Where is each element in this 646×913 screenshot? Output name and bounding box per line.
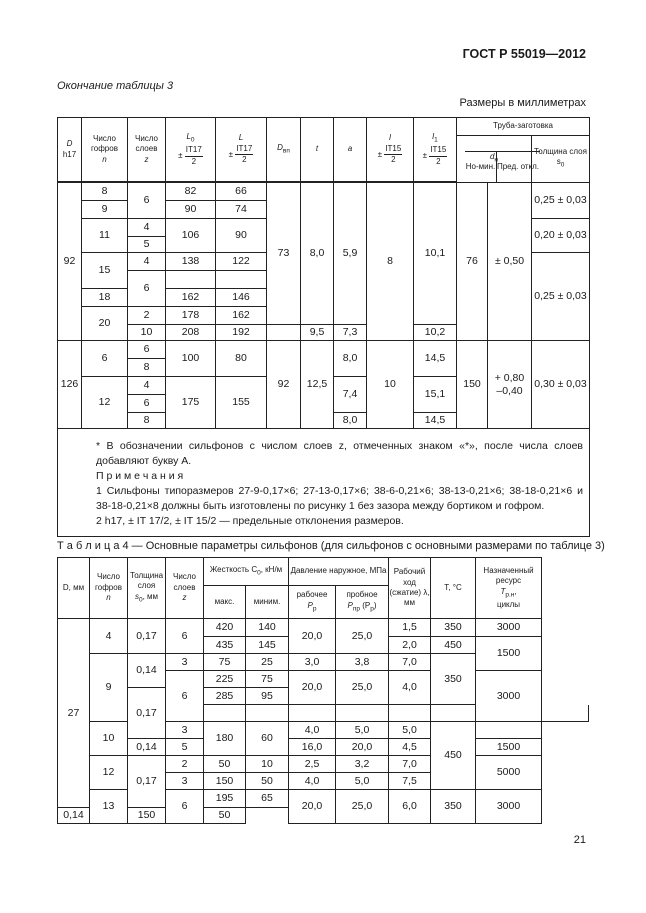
t3-cell: 0,30 ± 0,03	[532, 341, 590, 429]
t4-cell: 20,0	[289, 619, 336, 654]
t3-cell: 8,0	[301, 183, 334, 325]
t4-cell: 13	[90, 790, 128, 824]
t3-cell: 4	[128, 253, 166, 271]
t4-d27: 27	[58, 619, 90, 808]
t3-cell: 7,4	[334, 377, 367, 413]
t3-tube-subhead	[465, 151, 540, 181]
t4-cell: 16,0	[289, 739, 336, 756]
t3-cell: 73	[267, 183, 301, 325]
t4-cell: 150	[204, 773, 246, 790]
t4-cell: 0,14	[128, 739, 166, 756]
t3-head-pred: Пред. откл.	[496, 151, 540, 182]
t3-cell: 178	[166, 307, 216, 325]
t3-cell: 66	[216, 183, 267, 201]
table3-body	[57, 182, 590, 537]
t4-cell: 5	[166, 739, 204, 756]
t4-head-thick: Толщина слоя $s_0$, мм	[128, 558, 166, 619]
t3-cell: 90	[166, 201, 216, 219]
t4-cell: 1500	[476, 739, 542, 756]
t3-head-thick: Толщина слоя $s_0$	[532, 136, 590, 183]
t4-head-work: рабочее $P_р$	[289, 586, 336, 619]
t4-cell: 4,0	[289, 722, 336, 739]
t4-head-layers: Число слоев z	[166, 558, 204, 619]
t4-cell: 3,0	[289, 654, 336, 671]
t3-cell: 10,2	[414, 325, 457, 341]
t4-cell: 4,0	[289, 773, 336, 790]
t4-cell: 50	[204, 808, 246, 824]
t3-d126: 126	[58, 341, 82, 429]
t3-cell: 8	[367, 183, 414, 341]
t4-head-gofr: Число гофров n	[90, 558, 128, 619]
t4-cell: 20,0	[336, 739, 389, 756]
t3-cell: 8,0	[334, 413, 367, 429]
t3-head-t: t	[301, 118, 334, 182]
t3-cell: 162	[166, 289, 216, 307]
t4-cell: 65	[246, 790, 289, 808]
t4-cell: 435	[204, 637, 246, 654]
t4-cell: 25,0	[336, 619, 389, 654]
t4-cell: 75	[246, 671, 289, 688]
t3-cell: 82	[166, 183, 216, 201]
t4-cell: 7,0	[389, 756, 431, 773]
t3-cell: 6	[128, 395, 166, 413]
t3-cell: 6	[128, 183, 166, 219]
t4-cell: 6	[166, 671, 204, 722]
t3-cell: 150	[457, 341, 488, 429]
t3-cell: 122	[216, 253, 267, 271]
t3-cell: 9	[82, 201, 128, 219]
t3-cell: 4	[128, 219, 166, 237]
document-code: ГОСТ Р 55019—2012	[462, 47, 586, 61]
t4-cell: 4,0	[389, 671, 431, 705]
t4-cell: 450	[431, 722, 476, 790]
table4	[57, 557, 589, 824]
t4-head-stiff: Жесткость $C_0$, кН/м	[204, 558, 289, 586]
t3-cell: 15	[82, 253, 128, 289]
t3-cell: 8	[82, 183, 128, 201]
note-1: 1 Сильфоны типоразмеров 27-9-0,17×6; 27-13-0,17×6; 38-6-0,21×6; 38-13-0,21×6; 38-18-0,21×6 и 38-18-0,21×8 должны быть изготовлены по рисунку 1 без зазора между бортиком и гофром.	[96, 484, 583, 512]
t3-cell: 10,1	[414, 183, 457, 325]
t4-cell: 5,0	[336, 722, 389, 739]
t3-cell: 175	[166, 377, 216, 429]
t3-head-gofr: Число гофров n	[82, 118, 128, 182]
t4-head-test: пробное $P_{пр}$ $(P_р)$	[336, 586, 389, 619]
t4-cell: 12	[90, 756, 128, 790]
table3-units: Размеры в миллиметрах	[459, 97, 586, 109]
t3-cell: 90	[216, 219, 267, 253]
t3-cell: 8	[128, 413, 166, 429]
t3-head-layers: Число слоев z	[128, 118, 166, 182]
t4-cell: 7,5	[389, 773, 431, 790]
t4-cell: 0,17	[128, 619, 166, 654]
t3-head-d: D h17	[58, 118, 82, 182]
t3-cell: 9,5	[301, 325, 334, 341]
t3-cell: 80	[216, 341, 267, 377]
note-star: * В обозначении сильфонов с числом слоев z, отмеченных знаком «*», после числа слоев добавляют букву А.	[96, 440, 583, 467]
t3-cell: 5	[128, 237, 166, 253]
t3-cell: 12,5	[301, 341, 334, 429]
t3-cell: 2	[128, 307, 166, 325]
t4-cell: 0,17	[128, 688, 166, 739]
t4-cell: 420	[204, 619, 246, 637]
t4-cell: 25,0	[336, 790, 389, 824]
page-number: 21	[573, 834, 586, 846]
t4-cell: 2,0	[389, 637, 431, 654]
t4-cell: 0,17	[128, 756, 166, 808]
t4-cell: 50	[246, 773, 289, 790]
t3-head-l0: $L_0$ ± $\frac{IT17}{2}$	[166, 118, 216, 182]
t4-cell: 3	[166, 722, 204, 739]
t3-cell: 8,0	[334, 341, 367, 377]
t3-cell: 162	[216, 307, 267, 325]
t4-cell: 145	[246, 637, 289, 654]
t3-cell: 6	[82, 341, 128, 377]
t4-cell: 95	[246, 688, 289, 705]
t4-cell: 6	[166, 790, 204, 824]
t4-cell: 0,14	[58, 808, 90, 824]
t4-cell: 50	[204, 756, 246, 773]
t4-cell: 285	[204, 688, 246, 705]
t4-head-d: D, мм	[58, 558, 90, 619]
t3-head-dvn: $D_{вп}$	[267, 118, 301, 182]
t4-cell: 10	[90, 722, 128, 756]
t4-cell: 180	[204, 722, 246, 756]
table4-caption: Т а б л и ц а 4 — Основные параметры сильфонов (для сильфонов с основными размерами по таблице 3)	[57, 540, 605, 552]
t4-cell: 3000	[476, 619, 542, 637]
t3-d92: 92	[58, 183, 82, 341]
t4-cell: 6	[166, 619, 204, 654]
t3-cell: 0,25 ± 0,03	[532, 253, 590, 341]
table3-continuation: Окончание таблицы 3	[57, 80, 174, 92]
t3-cell: 106	[166, 219, 216, 253]
t4-cell: 75	[204, 654, 246, 671]
t4-cell: 3000	[476, 790, 542, 824]
t4-head-min: миним.	[246, 586, 289, 619]
t4-cell: 20,0	[289, 671, 336, 705]
t3-cell: 12	[82, 377, 128, 429]
t4-cell: 1,5	[389, 619, 431, 637]
t4-head-res: Назначенный ресурс $T_{р.н}$, циклы	[476, 558, 542, 619]
t4-cell: 10	[246, 756, 289, 773]
t4-cell: 25	[246, 654, 289, 671]
table3-notes	[58, 429, 590, 537]
t4-cell: 5,0	[336, 773, 389, 790]
t4-cell: 140	[246, 619, 289, 637]
t4-cell: 0,14	[128, 654, 166, 688]
t3-cell: 138	[166, 253, 216, 271]
t4-cell: 3	[166, 654, 204, 671]
t4-cell: 5000	[476, 756, 542, 790]
t4-cell: 350	[431, 619, 476, 637]
t4-cell: 3	[166, 773, 204, 790]
t3-cell: 0,25 ± 0,03	[532, 183, 590, 219]
t4-cell: 225	[204, 671, 246, 688]
t4-head-stroke: Рабочий ход (сжатие) λ, мм	[389, 558, 431, 619]
t4-cell: 7,0	[389, 654, 431, 671]
t4-cell: 3000	[476, 671, 542, 722]
t3-cell: 14,5	[414, 341, 457, 377]
t3-head-nom: Но-мин.	[465, 151, 497, 182]
t3-head-l: L ± $\frac{IT17}{2}$	[216, 118, 267, 182]
t3-cell: 10	[128, 325, 166, 341]
t3-cell: 155	[216, 377, 267, 429]
t3-head-l1: $l_1$ ± $\frac{IT15}{2}$	[414, 118, 457, 182]
t4-cell: 5,0	[389, 722, 431, 739]
t3-cell: 100	[166, 341, 216, 377]
t4-cell: 350	[431, 654, 476, 705]
t3-cell: 6	[128, 271, 166, 307]
t3-cell: 74	[216, 201, 267, 219]
t4-head-max: макс.	[204, 586, 246, 619]
t4-cell: 9	[90, 654, 128, 722]
t3-cell: 92	[267, 341, 301, 429]
t3-head-dn: $d_н$	[457, 136, 532, 182]
t4-cell: 195	[204, 790, 246, 808]
t4-cell: 1500	[476, 637, 542, 671]
t3-cell: 10	[367, 341, 414, 429]
t3-cell: ± 0,50	[488, 183, 532, 341]
t3-cell: 15,1	[414, 377, 457, 413]
t3-cell: 4	[128, 377, 166, 395]
t3-cell: 6	[128, 341, 166, 359]
t4-cell: 450	[431, 637, 476, 654]
t4-cell: 20,0	[289, 790, 336, 824]
t4-head-press: Давление наружное, МПа	[289, 558, 389, 586]
t4-cell: 60	[246, 722, 289, 756]
t3-cell: + 0,80 –0,40	[488, 341, 532, 429]
t3-cell: 14,5	[414, 413, 457, 429]
t3-cell: 0,20 ± 0,03	[532, 219, 590, 253]
t4-cell: 150	[128, 808, 166, 824]
t4-cell: 3,8	[336, 654, 389, 671]
t3-cell: 146	[216, 289, 267, 307]
t3-cell: 5,9	[334, 183, 367, 325]
t3-cell: 192	[216, 325, 267, 341]
t3-head-tube: Труба-заготовка	[457, 118, 590, 136]
t3-cell: 8	[128, 359, 166, 377]
t4-cell: 4,5	[389, 739, 431, 756]
t4-head-t: T, °C	[431, 558, 476, 619]
t4-cell: 25,0	[336, 671, 389, 705]
t3-cell: 76	[457, 183, 488, 341]
t4-cell: 2	[166, 756, 204, 773]
t3-head-a: a	[334, 118, 367, 182]
t4-cell: 2,5	[289, 756, 336, 773]
t4-cell: 3,2	[336, 756, 389, 773]
t3-head-lsmall: l ± $\frac{IT15}{2}$	[367, 118, 414, 182]
note-2: 2 h17, ± IT 17/2, ± IT 15/2 — предельные отклонения размеров.	[96, 514, 404, 527]
t3-cell: 208	[166, 325, 216, 341]
t4-cell: 350	[431, 790, 476, 824]
t4-cell: 4	[90, 619, 128, 654]
t3-cell: 11	[82, 219, 128, 253]
t4-cell: 6,0	[389, 790, 431, 824]
t3-cell: 7,3	[334, 325, 367, 341]
t3-cell: 20	[82, 307, 128, 341]
notes-title: П р и м е ч а н и я	[96, 469, 184, 482]
t3-cell: 18	[82, 289, 128, 307]
